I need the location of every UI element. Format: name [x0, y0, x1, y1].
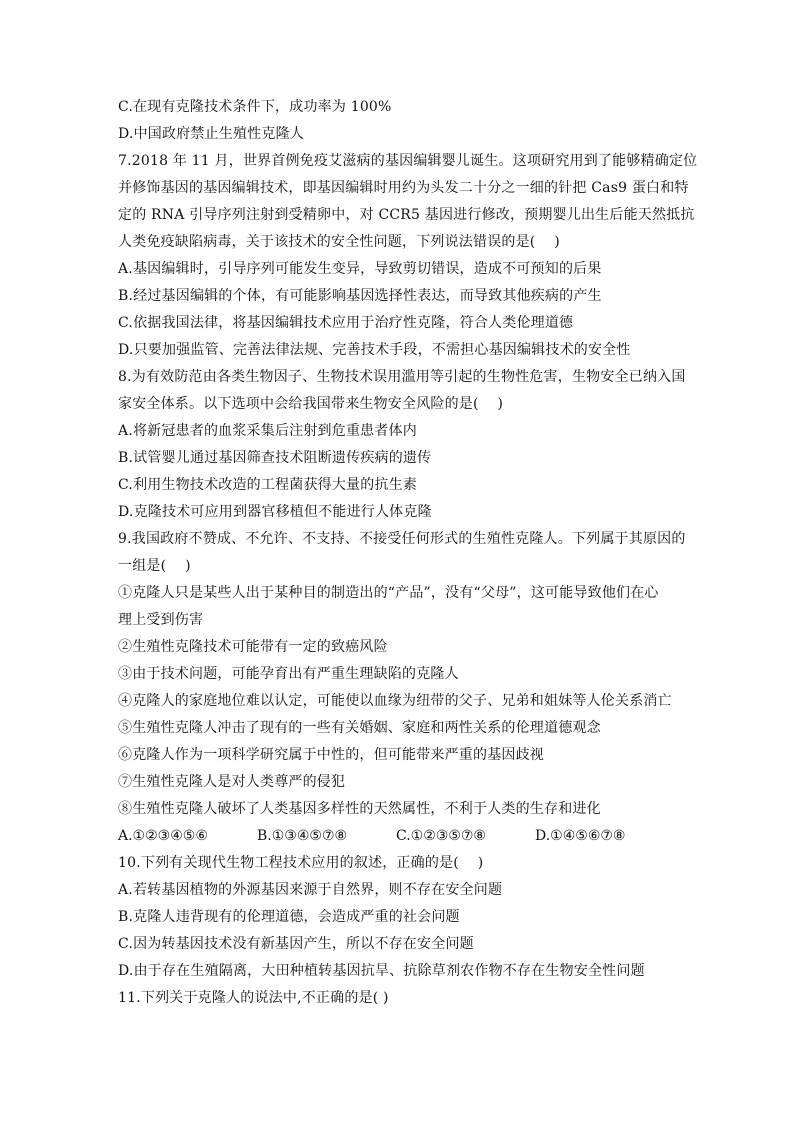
statement-6: ⑥克隆人作为一项科学研究属于中性的，但可能带来严重的基因歧视	[118, 747, 544, 763]
option-c: C.①②③⑤⑦⑧	[396, 828, 486, 844]
text-line: 并修饰基因的基因编辑技术，即基因编辑时用约为头发二十分之一细的针把 Cas9 蛋白和特	[118, 180, 689, 196]
text-line: 定的 RNA 引导序列注射到受精卵中，对 CCR5 基因进行修改，预期婴儿出生后能天然抵抗	[118, 207, 695, 223]
statement-5: ⑤生殖性克隆人冲击了现有的一些有关婚姻、家庭和两性关系的伦理道德观念	[118, 720, 601, 736]
question-8-stem: 8.为有效防范由各类生物因子、生物技术误用滥用等引起的生物性危害，生物安全已纳入国	[118, 369, 686, 385]
option-a: A.基因编辑时，引导序列可能发生变异，导致剪切错误，造成不可预知的后果	[118, 261, 602, 277]
option-d: D.①④⑤⑥⑦⑧	[535, 828, 626, 844]
text-line: D.中国政府禁止生殖性克隆人	[118, 126, 304, 142]
text-line: 一组是( )	[118, 558, 191, 574]
statement-8: ⑧生殖性克隆人破坏了人类基因多样性的天然属性，不利于人类的生存和进化	[118, 801, 601, 817]
statement-2: ②生殖性克隆技术可能带有一定的致癌风险	[118, 639, 388, 655]
option-d: D.由于存在生殖隔离，大田种植转基因抗旱、抗除草剂农作物不存在生物安全性问题	[118, 963, 645, 979]
document-page	[118, 94, 698, 1012]
option-c: C.利用生物技术改造的工程菌获得大量的抗生素	[118, 477, 418, 493]
statement-1: ①克隆人只是某些人出于某种目的制造出的“产品”，没有“父母”，这可能导致他们在心	[118, 585, 659, 601]
option-b: B.①③④⑤⑦⑧	[257, 828, 348, 844]
option-a: A.若转基因植物的外源基因来源于自然界，则不存在安全问题	[118, 882, 503, 898]
option-b: B.试管婴儿通过基因筛查技术阻断遗传疾病的遗传	[118, 450, 432, 466]
text-line: 家安全体系。以下选项中会给我国带来生物安全风险的是( )	[118, 396, 504, 412]
option-a: A.将新冠患者的血浆采集后注射到危重患者体内	[118, 423, 417, 439]
text-line: 人类免疫缺陷病毒，关于该技术的安全性问题，下列说法错误的是( )	[118, 234, 560, 250]
option-b: B.经过基因编辑的个体，有可能影响基因选择性表达，而导致其他疾病的产生	[118, 288, 602, 304]
statement-3: ③由于技术问题，可能孕育出有严重生理缺陷的克隆人	[118, 666, 459, 682]
question-9-stem: 9.我国政府不赞成、不允许、不支持、不接受任何形式的生殖性克隆人。下列属于其原因的	[118, 531, 686, 547]
option-d: D.克隆技术可应用到器官移植但不能进行人体克隆	[118, 504, 432, 520]
option-b: B.克隆人违背现有的伦理道德，会造成严重的社会问题	[118, 909, 460, 925]
option-c: C.因为转基因技术没有新基因产生，所以不存在安全问题	[118, 936, 474, 952]
statement-7: ⑦生殖性克隆人是对人类尊严的侵犯	[118, 774, 346, 790]
question-7-stem: 7.2018 年 11 月，世界首例免疫艾滋病的基因编辑婴儿诞生。这项研究用到了能够精确定位	[118, 153, 698, 169]
text-line: C.在现有克隆技术条件下，成功率为 100%	[118, 99, 392, 115]
option-c: C.依据我国法律，将基因编辑技术应用于治疗性克隆，符合人类伦理道德	[118, 315, 574, 331]
text-line: 理上受到伤害	[118, 612, 204, 628]
question-9-options	[118, 823, 680, 850]
question-11-stem: 11.下列关于克隆人的说法中,不正确的是( )	[118, 990, 389, 1006]
question-10-stem: 10.下列有关现代生物工程技术应用的叙述，正确的是( )	[118, 855, 484, 871]
option-d: D.只要加强监管、完善法律法规、完善技术手段，不需担心基因编辑技术的安全性	[118, 342, 631, 358]
statement-4: ④克隆人的家庭地位难以认定，可能使以血缘为纽带的父子、兄弟和姐妹等人伦关系消亡	[118, 693, 672, 709]
option-a: A.①②③④⑤⑥	[118, 828, 208, 844]
